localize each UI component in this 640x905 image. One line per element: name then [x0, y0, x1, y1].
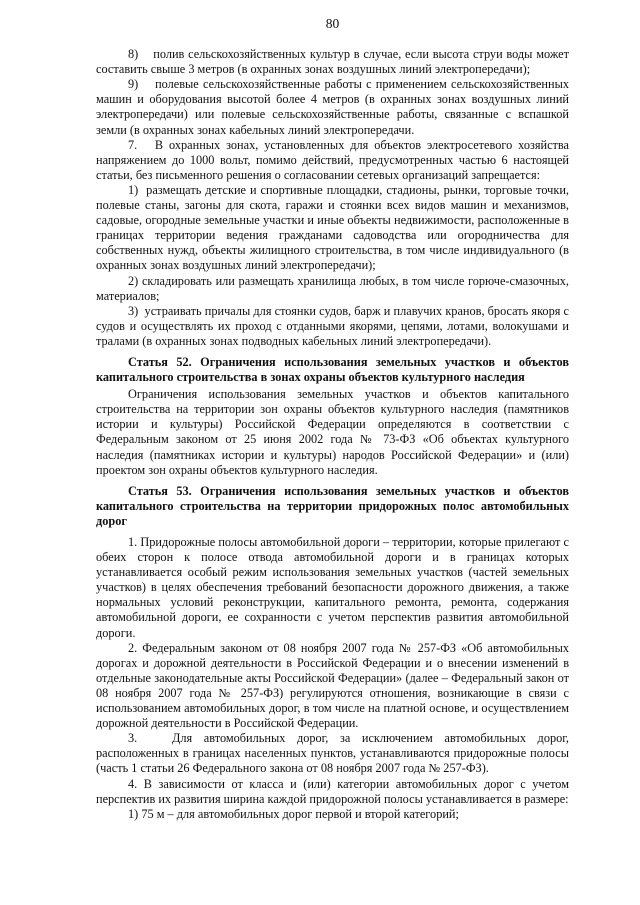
clause-7: 7. В охранных зонах, установленных для объектов электросетевого хозяйства напряжением до 1000 вольт, помимо действий, предусмотренных частью 6 настоящей статьи, без письменного решения о согласовании сетевых организаций запрещается:	[96, 137, 569, 182]
article-53-heading: Статья 53. Ограничения использования земельных участков и объектов капитального строительства на территории придорожных полос автомобильных дорог	[96, 483, 569, 528]
article-53-clause-3: 3. Для автомобильных дорог, за исключением автомобильных дорог, расположенных в границах населенных пунктов, устанавливаются придорожные полосы (часть 1 статьи 26 Федерального закона от 08 ноября 2007 года № 257-ФЗ).	[96, 731, 569, 776]
article-53-clause-2: 2. Федеральным законом от 08 ноября 2007 года № 257-ФЗ «Об автомобильных дорогах и дорожной деятельности в Российской Федерации и о внесении изменений в отдельные законодательные акты Российской Федерации» (далее – Федеральный закон от 08 ноября 2007 года № 257-ФЗ) регулируются отношения, возникающие в связи с использованием автомобильных дорог, в том числе на платной основе, и осуществлением дорожной деятельности в Российской Федерации.	[96, 640, 569, 731]
list-item-9: 9) полевые сельскохозяйственные работы с применением сельскохозяйственных машин и оборудования высотой более 4 метров (в охранных зонах воздушных линий электропередачи) или полевые сельскохозяйственные работы, связанные с вспашкой земли (в охранных зонах кабельных линий электропередачи.	[96, 77, 569, 137]
article-52-paragraph: Ограничения использования земельных участков и объектов капитального строительства на территории зон охраны объектов культурного наследия (памятников истории и культуры) Российской Федерации определяются в соответствии с Федеральным законом от 25 июня 2002 года № 73-ФЗ «Об объектах культурного наследия (памятниках истории и культуры) народов Российской Федерации» и (или) проектом зон охраны объектов культурного наследия.	[96, 387, 569, 477]
list-item-1: 1) размещать детские и спортивные площадки, стадионы, рынки, торговые точки, полевые станы, загоны для скота, гаражи и стоянки всех видов машин и механизмов, садовые, огородные земельные участки и иные объекты недвижимости, расположенные в границах территории ведения гражданами садоводства или огородничества для собственных нужд, объекты жилищного строительства, в том числе индивидуального (в охранных зонах воздушных линий электропередачи);	[96, 182, 569, 273]
article-53-clause-1: 1. Придорожные полосы автомобильной дороги – территории, которые прилегают с обеих сторон к полосе отвода автомобильной дороги и в границах которых устанавливается особый режим использования земельных участков (частей земельных участков) в целях обеспечения требований безопасности дорожного движения, а также нормальных условий реконструкции, капитального ремонта, ремонта, содержания автомобильной дороги, ее сохранности с учетом перспектив развития автомобильной дороги.	[96, 535, 569, 640]
article-53-clause-4: 4. В зависимости от класса и (или) категории автомобильных дорог с учетом перспектив их развития ширина каждой придорожной полосы устанавливается в размере:	[96, 776, 569, 806]
list-item-3: 3) устраивать причалы для стоянки судов, барж и плавучих кранов, бросать якоря с судов и осуществлять их проход с отданными якорями, цепями, лотами, волокушами и тралами (в охранных зонах подводных кабельных линий электропередачи).	[96, 303, 569, 348]
article-53-item-1: 1) 75 м – для автомобильных дорог первой и второй категорий;	[128, 806, 459, 821]
list-item-2: 2) складировать или размещать хранилища любых, в том числе горюче-смазочных, материалов;	[96, 273, 569, 303]
article-52-heading: Статья 52. Ограничения использования земельных участков и объектов капитального строительства в зонах охраны объектов культурного наследия	[96, 354, 569, 385]
page-number: 80	[325, 16, 340, 31]
list-item-8: 8) полив сельскохозяйственных культур в случае, если высота струи воды может составить свыше 3 метров (в охранных зонах воздушных линий электропередачи);	[96, 47, 569, 77]
